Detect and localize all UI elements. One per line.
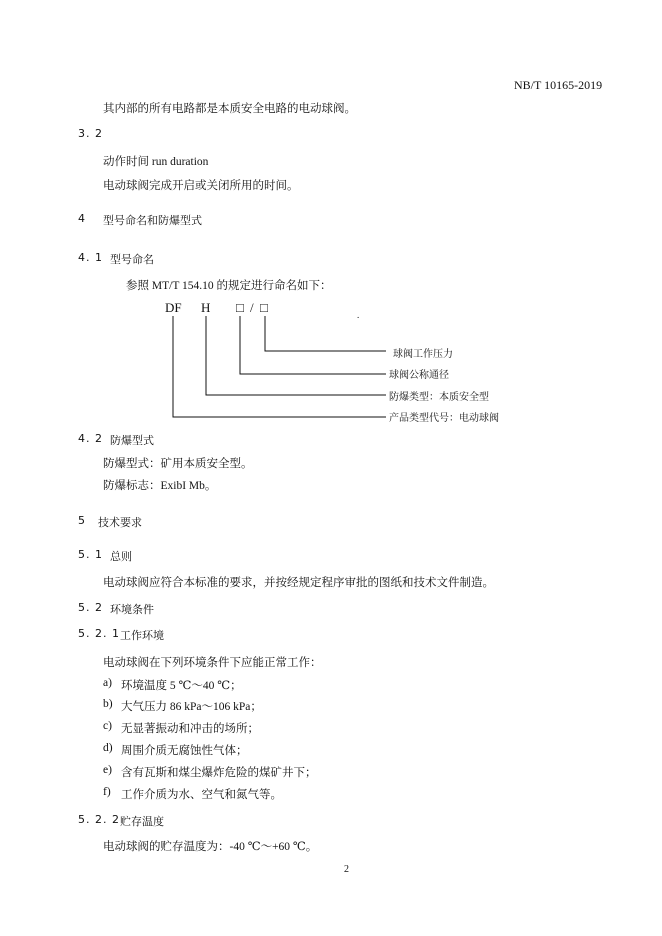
explosion-mark-line: 防爆标志：ExibI Mb。	[103, 480, 217, 492]
list-item: 大气压力 86 kPa～106 kPa；	[121, 701, 262, 713]
code-slash: /	[250, 300, 254, 315]
list-marker: f)	[103, 786, 111, 798]
explosion-type-line: 防爆型式：矿用本质安全型。	[103, 458, 253, 470]
list-item: 工作介质为水、空气和氮气等。	[121, 789, 282, 801]
list-marker: a)	[103, 677, 112, 689]
label-explosion-type: 防爆类型：本质安全型	[389, 392, 489, 403]
section-title-5-2-1: 工作环境	[120, 629, 164, 642]
connector-working-pressure	[265, 316, 386, 351]
term-run-duration: 动作时间 run duration	[103, 156, 209, 168]
section-title-5-2-2: 贮存温度	[120, 815, 164, 828]
list-marker: d)	[103, 742, 113, 754]
section-title-4-2: 防爆型式	[110, 434, 154, 447]
label-nominal-diameter: 球阀公称通径	[389, 370, 449, 381]
list-item: 周围介质无腐蚀性气体；	[121, 745, 248, 757]
section-number-5-2-2: 5. 2. 2	[78, 813, 120, 826]
section-number-5-2-1: 5. 2. 1	[78, 627, 120, 640]
label-product-type: 产品类型代号：电动球阀	[389, 413, 499, 424]
standard-code: NB/T 10165-2019	[514, 78, 603, 92]
section-title-5-1: 总则	[110, 550, 132, 563]
section-number-5-2: 5. 2	[78, 601, 103, 614]
section-title-4: 型号命名和防爆型式	[103, 214, 202, 227]
connector-nominal-diameter	[240, 316, 386, 374]
code-box-2: □	[260, 300, 268, 315]
code-box-1: □	[236, 300, 244, 315]
list-item: 环境温度 5 ℃～40 ℃；	[121, 680, 242, 692]
section-title-4-1: 型号命名	[110, 253, 154, 266]
stray-dot: .	[357, 310, 360, 320]
section-number-4: 4	[78, 212, 86, 225]
code-h: H	[201, 300, 211, 315]
continuation-text: 其内部的所有电路都是本质安全电路的电动球阀。	[103, 103, 356, 115]
section-number-5-1: 5. 1	[78, 548, 103, 561]
section-number-4-2: 4. 2	[78, 432, 103, 445]
connector-product-type	[173, 316, 386, 417]
label-working-pressure: 球阀工作压力	[393, 349, 453, 360]
list-item: 含有瓦斯和煤尘爆炸危险的煤矿井下；	[121, 767, 317, 779]
storage-temp-text: 电动球阀的贮存温度为：-40 ℃～+60 ℃。	[103, 841, 318, 853]
page-number: 2	[344, 864, 349, 875]
list-marker: c)	[103, 720, 112, 732]
work-env-intro: 电动球阀在下列环境条件下应能正常工作：	[103, 657, 322, 669]
connector-explosion-type	[206, 316, 386, 395]
list-item: 无显著振动和冲击的场所；	[121, 723, 259, 735]
code-df: DF	[165, 300, 182, 315]
list-marker: e)	[103, 764, 112, 776]
section-title-5: 技术要求	[98, 516, 142, 529]
term-definition: 电动球阀完成开启或关闭所用的时间。	[103, 180, 299, 192]
section-number-5: 5	[78, 514, 86, 527]
section-title-5-2: 环境条件	[110, 603, 154, 616]
general-text: 电动球阀应符合本标准的要求，并按经规定程序审批的图纸和技术文件制造。	[103, 577, 494, 589]
section-number-3-2: 3. 2	[78, 127, 103, 140]
naming-intro: 参照 MT/T 154.10 的规定进行命名如下：	[126, 280, 332, 292]
list-marker: b)	[103, 698, 113, 710]
section-number-4-1: 4. 1	[78, 251, 103, 264]
